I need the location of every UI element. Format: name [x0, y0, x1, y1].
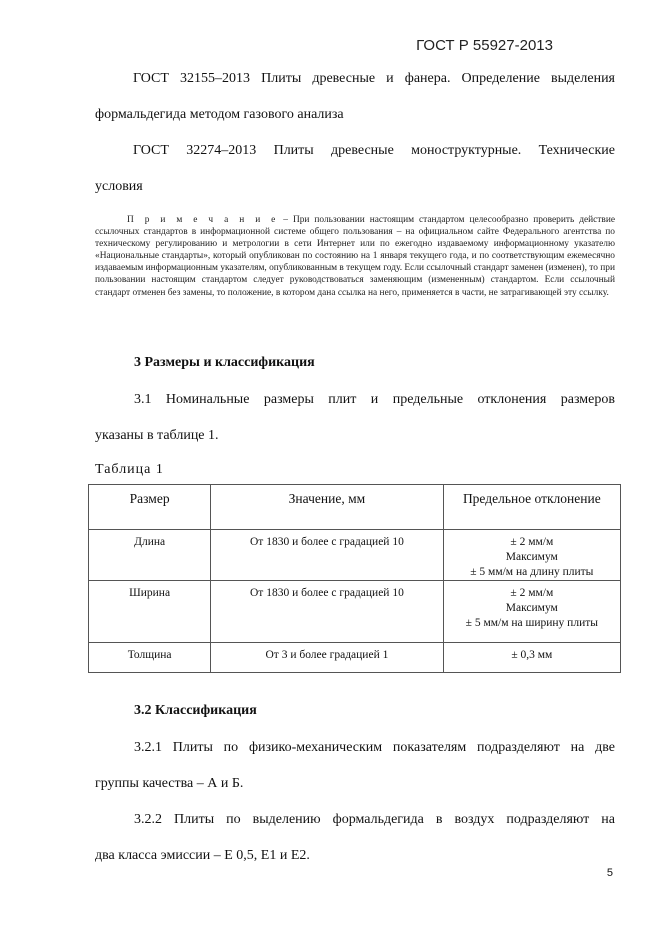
row-name: Ширина — [89, 581, 211, 643]
note-text: – При пользовании настоящим стандартом целесообразно проверить действие ссылочных стандартов в информационной системе общего пользования – на официальном сайте Федерального агентства по техническому регулированию и метрологии в сети Интернет или по ежегодно издаваемому информационному указателю «Национальные стандарты», который опубликован по состоянию на 1 января текущего года, и по соответствующим ежемесячно издаваемым информационным указателям, опубликованным в текущем году. Если ссылочный стандарт заменен (изменен), то при пользовании настоящим стандартом следует руководствоваться заменяющим (измененным) стандартом. Если ссылочный стандарт отменен без замены, то положение, в котором дана ссылка на него, применяется в части, не затрагивающей эту ссылку. — [95, 215, 616, 298]
page-number: 5 — [606, 867, 613, 879]
row-value: От 3 и более градацией 1 — [211, 643, 443, 673]
row-deviation — [443, 581, 620, 643]
reference-32155-line1: ГОСТ 32155–2013 Плиты древесные и фанера. Определение выделения — [133, 71, 615, 86]
row-value: От 1830 и более с градацией 10 — [211, 581, 443, 643]
table-1 — [88, 484, 621, 673]
header-deviation: Предельное отклонение — [443, 485, 620, 530]
paragraph-3-2-2-line2: два класса эмиссии – Е 0,5, Е1 и Е2. — [95, 848, 310, 863]
table-row — [89, 643, 621, 673]
row-deviation — [443, 643, 620, 673]
deviation-line: Максимум — [505, 551, 558, 563]
table-caption: Таблица 1 — [95, 462, 164, 477]
deviation-line: Максимум — [505, 602, 558, 614]
table-header-row — [89, 485, 621, 530]
paragraph-3-1-line2: указаны в таблице 1. — [95, 428, 219, 443]
row-name: Толщина — [89, 643, 211, 673]
paragraph-3-1-line1: 3.1 Номинальные размеры плит и предельные отклонения размеров — [134, 392, 615, 407]
paragraph-3-2-1-line1: 3.2.1 Плиты по физико-механическим показателям подразделяют на две — [134, 740, 615, 755]
row-value: От 1830 и более с градацией 10 — [211, 530, 443, 581]
document-code-header: ГОСТ Р 55927-2013 — [416, 37, 553, 54]
reference-32155-line2: формальдегида методом газового анализа — [95, 107, 344, 122]
note-label: П р и м е ч а н и е — [127, 215, 279, 225]
deviation-line: ± 0,3 мм — [511, 649, 553, 661]
deviation-line: ± 5 мм/м на ширину плиты — [465, 617, 598, 629]
note-paragraph — [95, 214, 615, 299]
deviation-line: ± 2 мм/м — [510, 587, 554, 599]
section-3-title: 3 Размеры и классификация — [134, 355, 315, 370]
reference-32274-line2: условия — [95, 179, 143, 194]
header-size: Размер — [89, 485, 211, 530]
section-3-2-title: 3.2 Классификация — [134, 703, 257, 718]
reference-32274-line1: ГОСТ 32274–2013 Плиты древесные моноструктурные. Технические — [133, 143, 615, 158]
header-value: Значение, мм — [211, 485, 443, 530]
row-name: Длина — [89, 530, 211, 581]
paragraph-3-2-2-line1: 3.2.2 Плиты по выделению формальдегида в воздух подразделяют на — [134, 812, 615, 827]
deviation-line: ± 5 мм/м на длину плиты — [470, 566, 594, 578]
table-row — [89, 530, 621, 581]
deviation-line: ± 2 мм/м — [510, 536, 554, 548]
row-deviation — [443, 530, 620, 581]
table-row — [89, 581, 621, 643]
paragraph-3-2-1-line2: группы качества – А и Б. — [95, 776, 244, 791]
